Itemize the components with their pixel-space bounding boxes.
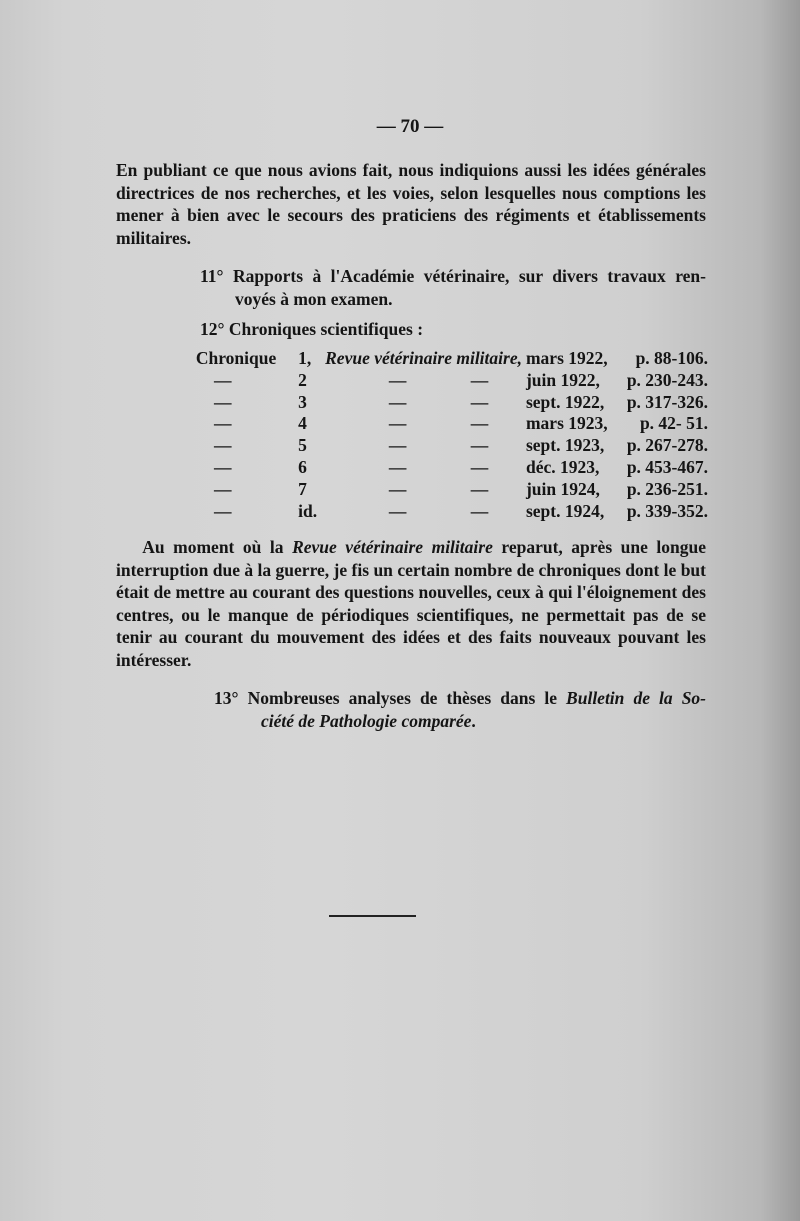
chroniques-table — [180, 348, 708, 522]
item-11-text: Rapports à l'Académie vétérinaire, sur divers travaux ren- — [233, 266, 706, 286]
chronique-pages: p. 42- 51. — [639, 413, 708, 434]
chronique-row — [180, 413, 708, 435]
chronique-pages: p. 339-352. — [626, 500, 708, 521]
chronique-date: sept. 1922, — [525, 391, 605, 412]
chronique-label: — — [214, 478, 232, 499]
chronique-revue: — — — [388, 413, 489, 434]
chronique-pages: p. 317-326. — [626, 391, 708, 412]
chronique-pages: p. 267-278. — [626, 435, 708, 456]
chronique-pages: p. 88-106. — [635, 348, 708, 368]
chronique-date: déc. 1923, — [525, 456, 600, 477]
page-number: — 70 — — [376, 116, 444, 137]
chronique-revue: — — — [388, 435, 489, 456]
item-13-line2: ciété de Pathologie comparée. — [261, 710, 476, 731]
chronique-date: sept. 1924, — [525, 500, 605, 521]
chronique-row — [180, 392, 708, 414]
chronique-pages: p. 230-243. — [626, 369, 708, 390]
chronique-number: 4 — [298, 413, 307, 434]
chronique-label: — — [214, 391, 232, 412]
chronique-date: juin 1922, — [525, 369, 600, 390]
item-11-line1 — [116, 265, 706, 288]
item-12 — [116, 318, 706, 341]
item-12-title: Chroniques scientifiques : — [228, 319, 424, 339]
chronique-row — [180, 435, 708, 457]
section-divider — [329, 915, 416, 917]
chronique-revue: — — — [388, 456, 489, 477]
chronique-revue: — — — [388, 478, 489, 499]
item-11 — [116, 265, 706, 310]
chronique-pages: p. 453-467. — [626, 456, 708, 477]
chronique-number: 1, — [298, 348, 312, 368]
chronique-date: sept. 1923, — [525, 435, 605, 456]
chronique-row — [180, 501, 708, 523]
chronique-label: Chronique — [195, 348, 277, 368]
item-13-line1: 13° Nombreuses analyses de thèses dans le Bulletin de la So- — [214, 688, 707, 708]
chronique-label: — — [214, 435, 232, 456]
chronique-revue: Revue vétérinaire militaire, — [325, 348, 522, 368]
chronique-number: 7 — [298, 478, 307, 499]
chronique-number: 6 — [298, 456, 307, 477]
item-13 — [116, 687, 706, 732]
chronique-row — [180, 348, 708, 370]
chronique-row — [180, 457, 708, 479]
chronique-revue: — — — [388, 500, 489, 521]
closing-paragraph: Au moment où la Revue vétérinaire militaire reparut, après une longue interruption due à la guerre, je fis un certain nombre de chroniques dont le but était de mettre au courant des questions nouvelles, ceux à qui l'éloignement des centres, ou le manque de périodiques scientifiques, ne permettait pas de se tenir au courant du mouvement des idées et des faits nouveaux pouvant les intéresser. — [116, 537, 707, 670]
chronique-date: mars 1922, — [525, 348, 608, 368]
chronique-date: mars 1923, — [525, 413, 608, 434]
chronique-number: 2 — [298, 369, 307, 390]
chronique-revue: — — — [388, 369, 489, 390]
chronique-revue: — — — [388, 391, 489, 412]
item-12-number: 12° — [200, 319, 225, 339]
chronique-label: — — [214, 369, 232, 390]
chronique-row — [180, 370, 708, 392]
chronique-pages: p. 236-251. — [626, 478, 708, 499]
item-13-number: 13° — [214, 688, 239, 708]
chronique-label: — — [214, 413, 232, 434]
item-11-number: 11° — [200, 266, 224, 286]
chronique-date: juin 1924, — [525, 478, 600, 499]
chronique-number: id. — [298, 500, 318, 521]
chronique-number: 3 — [298, 391, 307, 412]
chronique-row — [180, 479, 708, 501]
item-11-line2: voyés à mon examen. — [235, 288, 393, 309]
intro-paragraph: En publiant ce que nous avions fait, nous indiquions aussi les idées générales directrices de nos recherches, et les voies, selon lesquelles nous comptions les mener à bien avec le secours des praticiens des régiments et établissements militaires. — [116, 160, 706, 248]
chronique-label: — — [214, 500, 232, 521]
chronique-label: — — [214, 456, 232, 477]
chronique-number: 5 — [298, 435, 307, 456]
